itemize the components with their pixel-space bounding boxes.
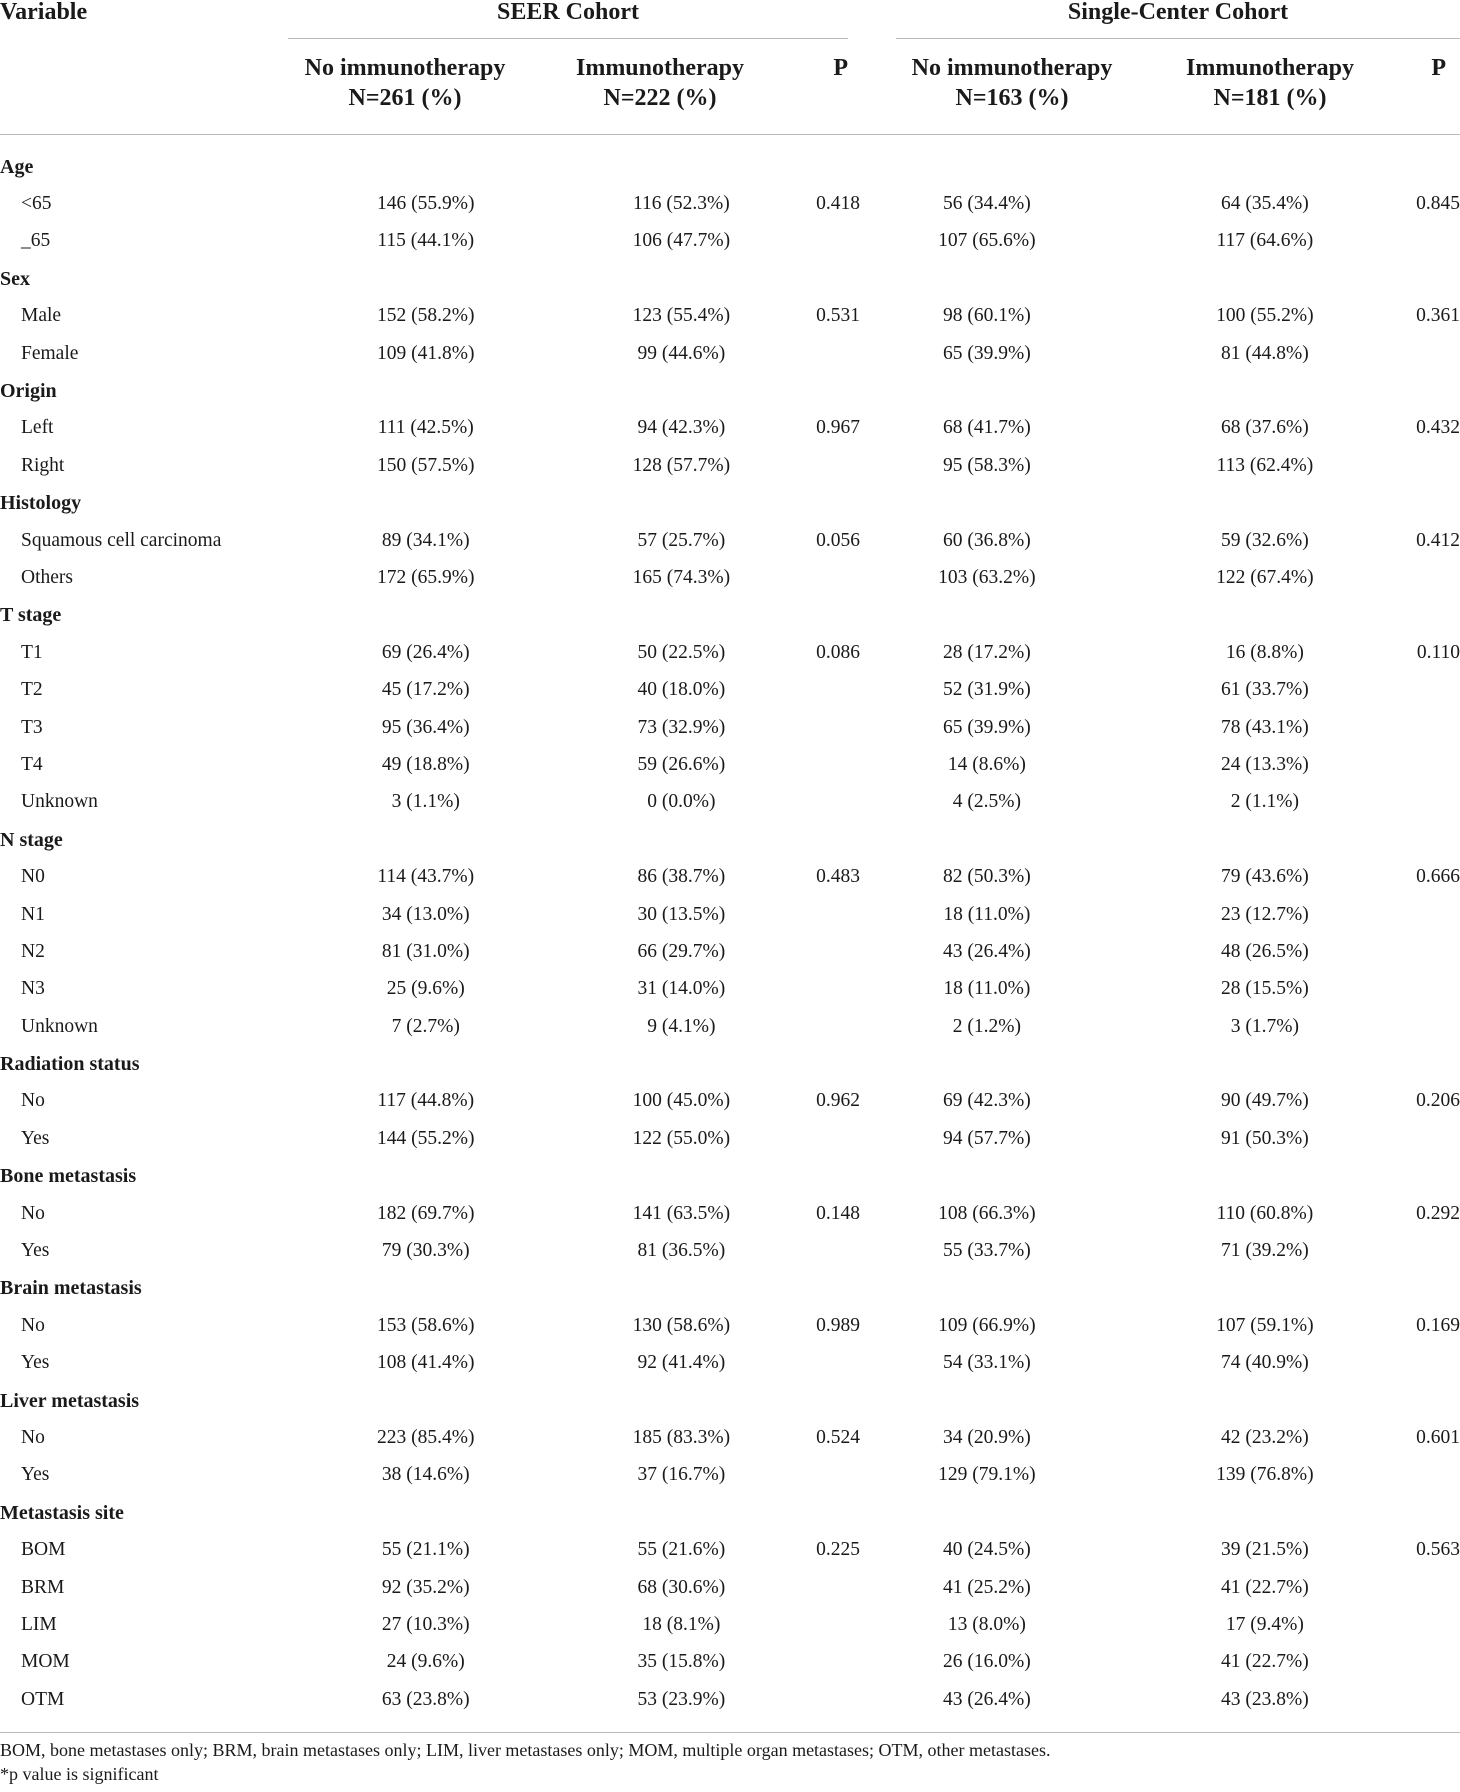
sc-no-immuno-cell: 13 (8.0%) bbox=[947, 1613, 1026, 1635]
sc-p-value bbox=[1416, 1120, 1460, 1157]
level-label: Yes bbox=[21, 1352, 50, 1374]
seer-no-immuno-cell: 24 (9.6%) bbox=[386, 1651, 465, 1673]
seer-immuno-cell: 0 (0.0%) bbox=[647, 791, 716, 813]
level-label: Others bbox=[21, 566, 73, 588]
sc-p-value: 0.292 bbox=[1416, 1202, 1460, 1224]
seer-no-immuno-cell: 95 (36.4%) bbox=[381, 716, 470, 738]
level-label: Unknown bbox=[21, 1015, 98, 1037]
table-row bbox=[0, 410, 1460, 447]
sc-p-value bbox=[1416, 1008, 1460, 1045]
sc-immuno-cell: 74 (40.9%) bbox=[1221, 1352, 1309, 1374]
sc-no-immuno-cell: 43 (26.4%) bbox=[942, 1688, 1031, 1710]
category-row bbox=[0, 260, 1460, 297]
level-label: <65 bbox=[21, 193, 52, 215]
sc-p-value: 0.666 bbox=[1416, 866, 1460, 888]
table-row bbox=[0, 671, 1460, 708]
sc-no-immuno-cell: 129 (79.1%) bbox=[938, 1464, 1036, 1486]
table-row bbox=[0, 971, 1460, 1008]
level-label: Right bbox=[21, 454, 65, 476]
sc-immuno-cell: 16 (8.8%) bbox=[1225, 641, 1304, 663]
sc-no-immuno-cell: 56 (34.4%) bbox=[942, 193, 1031, 215]
seer-p-value: 0.962 bbox=[816, 1090, 860, 1112]
sc-p-value bbox=[1416, 1457, 1460, 1494]
seer-immuno-cell: 30 (13.5%) bbox=[637, 903, 726, 925]
level-label: No bbox=[21, 1426, 45, 1448]
sc-immuno-cell: 110 (60.8%) bbox=[1216, 1202, 1314, 1224]
sc-p-value bbox=[1416, 1681, 1460, 1718]
table-row bbox=[0, 896, 1460, 933]
sc-no-immuno-cell: 18 (11.0%) bbox=[943, 978, 1031, 1000]
category-row bbox=[0, 1045, 1460, 1082]
category-label: Liver metastasis bbox=[0, 1389, 140, 1412]
seer-no-immuno-header-line2: N=261 (%) bbox=[348, 85, 462, 111]
seer-no-immuno-cell: 49 (18.8%) bbox=[381, 753, 470, 775]
seer-p-value: 0.225 bbox=[816, 1539, 860, 1561]
seer-immuno-cell: 128 (57.7%) bbox=[632, 454, 731, 476]
seer-no-immuno-cell: 172 (65.9%) bbox=[377, 566, 475, 588]
sc-p-value bbox=[1416, 971, 1460, 1008]
seer-p-value bbox=[816, 709, 860, 746]
table-row bbox=[0, 1457, 1460, 1494]
sc-p-value bbox=[1416, 1644, 1460, 1681]
seer-p-value: 0.086 bbox=[816, 641, 860, 663]
sc-no-immuno-cell: 94 (57.7%) bbox=[942, 1127, 1031, 1149]
seer-no-immuno-cell: 89 (34.1%) bbox=[381, 529, 470, 551]
seer-p-value: 0.483 bbox=[816, 866, 860, 888]
sc-immuno-cell: 2 (1.1%) bbox=[1230, 791, 1299, 813]
level-label: N0 bbox=[21, 866, 45, 888]
category-label: Age bbox=[0, 155, 34, 178]
table-row bbox=[0, 223, 1460, 260]
sc-immuno-cell: 100 (55.2%) bbox=[1216, 305, 1314, 327]
seer-p-value bbox=[816, 1606, 860, 1643]
seer-p-value bbox=[816, 1681, 860, 1718]
seer-header-rule bbox=[288, 38, 848, 39]
level-label: Yes bbox=[21, 1464, 50, 1486]
single-center-header-rule bbox=[896, 38, 1460, 39]
seer-immuno-cell: 18 (8.1%) bbox=[642, 1613, 721, 1635]
seer-no-immuno-cell: 55 (21.1%) bbox=[381, 1539, 470, 1561]
single-center-cohort-header: Single-Center Cohort bbox=[1067, 0, 1289, 25]
seer-no-immuno-cell: 45 (17.2%) bbox=[381, 679, 470, 701]
sc-immuno-cell: 64 (35.4%) bbox=[1221, 193, 1309, 215]
table-row bbox=[0, 1307, 1460, 1344]
seer-immuno-cell: 92 (41.4%) bbox=[637, 1352, 726, 1374]
seer-p-value: 0.056 bbox=[816, 529, 860, 551]
seer-p-header: P bbox=[833, 55, 848, 81]
sc-no-immuno-cell: 95 (58.3%) bbox=[942, 454, 1031, 476]
footer-rule bbox=[0, 1732, 1460, 1733]
table-row bbox=[0, 1569, 1460, 1606]
seer-p-value bbox=[816, 447, 860, 484]
seer-p-value: 0.524 bbox=[816, 1426, 860, 1448]
seer-no-immuno-cell: 81 (31.0%) bbox=[381, 940, 470, 962]
seer-p-value bbox=[816, 1345, 860, 1382]
seer-p-value bbox=[816, 1008, 860, 1045]
sc-p-value bbox=[1416, 335, 1460, 372]
category-row bbox=[0, 1494, 1460, 1531]
category-label: Metastasis site bbox=[0, 1501, 124, 1524]
sc-p-value: 0.361 bbox=[1416, 305, 1460, 327]
level-label: Male bbox=[21, 305, 62, 327]
seer-immuno-cell: 73 (32.9%) bbox=[637, 716, 726, 738]
seer-p-value bbox=[816, 335, 860, 372]
seer-no-immuno-cell: 144 (55.2%) bbox=[377, 1127, 475, 1149]
category-row bbox=[0, 1158, 1460, 1195]
category-row bbox=[0, 485, 1460, 522]
sc-no-immuno-cell: 65 (39.9%) bbox=[942, 716, 1031, 738]
seer-no-immuno-cell: 109 (41.8%) bbox=[377, 342, 475, 364]
sc-immuno-cell: 43 (23.8%) bbox=[1221, 1688, 1309, 1710]
seer-immuno-cell: 53 (23.9%) bbox=[637, 1688, 726, 1710]
category-row bbox=[0, 1382, 1460, 1419]
sc-immuno-cell: 3 (1.7%) bbox=[1230, 1015, 1299, 1037]
level-label: MOM bbox=[21, 1651, 70, 1673]
table-row bbox=[0, 1531, 1460, 1568]
level-label: BOM bbox=[21, 1539, 66, 1561]
table-body bbox=[0, 148, 1460, 1718]
level-label: Unknown bbox=[21, 791, 98, 813]
table-row bbox=[0, 784, 1460, 821]
category-label: Radiation status bbox=[0, 1053, 140, 1076]
sc-immuno-cell: 71 (39.2%) bbox=[1221, 1240, 1309, 1262]
seer-no-immuno-header-line1: No immunotherapy bbox=[304, 55, 506, 81]
sc-no-immuno-cell: 14 (8.6%) bbox=[947, 753, 1026, 775]
sc-no-immuno-cell: 40 (24.5%) bbox=[942, 1539, 1031, 1561]
seer-immuno-cell: 141 (63.5%) bbox=[632, 1202, 731, 1224]
table-row bbox=[0, 709, 1460, 746]
sc-p-value: 0.563 bbox=[1416, 1539, 1460, 1561]
sc-no-immuno-cell: 109 (66.9%) bbox=[938, 1314, 1036, 1336]
sc-no-immuno-cell: 54 (33.1%) bbox=[942, 1352, 1031, 1374]
seer-p-value bbox=[816, 746, 860, 783]
category-row bbox=[0, 597, 1460, 634]
abbreviation-footnote: BOM, bone metastases only; BRM, brain metastases only; LIM, liver metastases only; MOM, multiple organ metastases; OTM, other metastases. bbox=[0, 1740, 1051, 1760]
sc-p-header: P bbox=[1431, 55, 1446, 81]
seer-p-value bbox=[816, 1232, 860, 1269]
seer-no-immuno-cell: 79 (30.3%) bbox=[381, 1240, 470, 1262]
sc-immuno-cell: 113 (62.4%) bbox=[1216, 454, 1314, 476]
seer-immuno-cell: 165 (74.3%) bbox=[632, 566, 731, 588]
level-label: T4 bbox=[21, 753, 43, 775]
seer-no-immuno-cell: 150 (57.5%) bbox=[377, 454, 475, 476]
sc-no-immuno-cell: 69 (42.3%) bbox=[942, 1090, 1031, 1112]
sc-p-value bbox=[1416, 784, 1460, 821]
sc-immuno-cell: 41 (22.7%) bbox=[1221, 1651, 1309, 1673]
seer-p-value: 0.418 bbox=[816, 193, 860, 215]
level-label: No bbox=[21, 1202, 45, 1224]
sc-no-immuno-cell: 108 (66.3%) bbox=[938, 1202, 1036, 1224]
seer-p-value bbox=[816, 1644, 860, 1681]
sc-p-value bbox=[1416, 746, 1460, 783]
table-row bbox=[0, 1345, 1460, 1382]
table-row bbox=[0, 1232, 1460, 1269]
table-row bbox=[0, 1120, 1460, 1157]
table-row bbox=[0, 858, 1460, 895]
seer-immuno-cell: 106 (47.7%) bbox=[632, 230, 731, 252]
sc-immuno-cell: 68 (37.6%) bbox=[1221, 417, 1309, 439]
sc-immuno-cell: 39 (21.5%) bbox=[1221, 1539, 1309, 1561]
seer-no-immuno-cell: 182 (69.7%) bbox=[377, 1202, 475, 1224]
seer-immuno-cell: 123 (55.4%) bbox=[632, 305, 731, 327]
table-row bbox=[0, 1008, 1460, 1045]
seer-no-immuno-cell: 114 (43.7%) bbox=[377, 866, 475, 888]
seer-immuno-cell: 37 (16.7%) bbox=[637, 1464, 726, 1486]
seer-no-immuno-cell: 92 (35.2%) bbox=[381, 1576, 470, 1598]
seer-p-value bbox=[816, 896, 860, 933]
sc-immuno-cell: 81 (44.8%) bbox=[1221, 342, 1309, 364]
sc-p-value: 0.601 bbox=[1416, 1426, 1460, 1448]
sc-p-value bbox=[1416, 1345, 1460, 1382]
level-label: Squamous cell carcinoma bbox=[21, 529, 222, 551]
sc-no-immuno-cell: 28 (17.2%) bbox=[942, 641, 1031, 663]
seer-immuno-cell: 57 (25.7%) bbox=[637, 529, 726, 551]
seer-immuno-cell: 50 (22.5%) bbox=[637, 641, 726, 663]
sc-p-value bbox=[1416, 1606, 1460, 1643]
category-row bbox=[0, 821, 1460, 858]
seer-immuno-cell: 59 (26.6%) bbox=[637, 753, 726, 775]
level-label: T2 bbox=[21, 679, 43, 701]
sc-no-immuno-cell: 68 (41.7%) bbox=[942, 417, 1031, 439]
sc-immuno-cell: 122 (67.4%) bbox=[1216, 566, 1314, 588]
sc-no-immuno-cell: 41 (25.2%) bbox=[942, 1576, 1031, 1598]
sc-p-value bbox=[1416, 671, 1460, 708]
sc-immuno-header-line2: N=181 (%) bbox=[1213, 85, 1327, 111]
sc-immuno-cell: 24 (13.3%) bbox=[1221, 753, 1309, 775]
category-label: T stage bbox=[0, 604, 62, 627]
sc-no-immuno-cell: 55 (33.7%) bbox=[942, 1240, 1031, 1262]
level-label: T3 bbox=[21, 716, 43, 738]
level-label: Left bbox=[21, 417, 54, 439]
category-label: Brain metastasis bbox=[0, 1277, 142, 1300]
sc-no-immuno-header-line1: No immunotherapy bbox=[911, 55, 1113, 81]
header-bottom-rule bbox=[0, 134, 1460, 135]
sc-immuno-cell: 79 (43.6%) bbox=[1221, 866, 1309, 888]
sc-p-value bbox=[1416, 223, 1460, 260]
seer-p-value: 0.967 bbox=[816, 417, 860, 439]
sc-no-immuno-cell: 52 (31.9%) bbox=[942, 679, 1031, 701]
seer-immuno-cell: 130 (58.6%) bbox=[632, 1314, 731, 1336]
seer-immuno-cell: 9 (4.1%) bbox=[647, 1015, 716, 1037]
seer-p-value bbox=[816, 933, 860, 970]
sc-p-value bbox=[1416, 559, 1460, 596]
sc-immuno-cell: 28 (15.5%) bbox=[1221, 978, 1309, 1000]
seer-immuno-cell: 31 (14.0%) bbox=[637, 978, 726, 1000]
seer-p-value bbox=[816, 559, 860, 596]
sc-no-immuno-cell: 98 (60.1%) bbox=[942, 305, 1031, 327]
sc-no-immuno-cell: 82 (50.3%) bbox=[942, 866, 1031, 888]
seer-no-immuno-cell: 153 (58.6%) bbox=[377, 1314, 475, 1336]
seer-immuno-header bbox=[540, 53, 780, 113]
seer-p-value bbox=[816, 223, 860, 260]
sc-p-value bbox=[1416, 709, 1460, 746]
category-row bbox=[0, 148, 1460, 185]
seer-immuno-cell: 185 (83.3%) bbox=[632, 1426, 731, 1448]
category-label: Bone metastasis bbox=[0, 1165, 137, 1188]
seer-p-value bbox=[816, 1457, 860, 1494]
sc-no-immuno-cell: 60 (36.8%) bbox=[942, 529, 1031, 551]
table-row bbox=[0, 559, 1460, 596]
category-row bbox=[0, 1270, 1460, 1307]
level-label: N2 bbox=[21, 940, 45, 962]
sc-p-value: 0.412 bbox=[1416, 529, 1460, 551]
seer-immuno-cell: 55 (21.6%) bbox=[637, 1539, 726, 1561]
sc-no-immuno-cell: 43 (26.4%) bbox=[942, 940, 1031, 962]
sc-p-value: 0.845 bbox=[1416, 193, 1460, 215]
table-row bbox=[0, 746, 1460, 783]
variable-header: Variable bbox=[0, 0, 88, 25]
sc-no-immuno-header-line2: N=163 (%) bbox=[955, 85, 1069, 111]
sc-no-immuno-cell: 34 (20.9%) bbox=[942, 1426, 1031, 1448]
sc-immuno-cell: 23 (12.7%) bbox=[1221, 903, 1309, 925]
seer-p-value: 0.531 bbox=[816, 305, 860, 327]
sc-immuno-header-line1: Immunotherapy bbox=[1185, 55, 1354, 81]
seer-p-value bbox=[816, 971, 860, 1008]
table-row bbox=[0, 933, 1460, 970]
table-row bbox=[0, 1083, 1460, 1120]
seer-immuno-cell: 35 (15.8%) bbox=[637, 1651, 726, 1673]
category-row bbox=[0, 372, 1460, 409]
seer-no-immuno-cell: 223 (85.4%) bbox=[377, 1426, 475, 1448]
seer-immuno-cell: 122 (55.0%) bbox=[632, 1127, 731, 1149]
level-label: N3 bbox=[21, 978, 45, 1000]
seer-no-immuno-cell: 115 (44.1%) bbox=[377, 230, 475, 252]
table-row bbox=[0, 1681, 1460, 1718]
sc-immuno-header bbox=[1150, 53, 1390, 113]
sc-p-value bbox=[1416, 1232, 1460, 1269]
sc-no-immuno-cell: 4 (2.5%) bbox=[952, 791, 1021, 813]
sc-immuno-cell: 78 (43.1%) bbox=[1221, 716, 1309, 738]
sc-immuno-cell: 61 (33.7%) bbox=[1221, 679, 1309, 701]
seer-p-value bbox=[816, 1569, 860, 1606]
sc-p-value: 0.432 bbox=[1416, 417, 1460, 439]
sc-p-value bbox=[1416, 447, 1460, 484]
seer-p-value: 0.989 bbox=[816, 1314, 860, 1336]
level-label: No bbox=[21, 1314, 45, 1336]
seer-no-immuno-cell: 111 (42.5%) bbox=[377, 417, 474, 439]
category-label: Origin bbox=[0, 380, 57, 403]
level-label: LIM bbox=[21, 1613, 57, 1635]
table-row bbox=[0, 298, 1460, 335]
baseline-characteristics-table bbox=[0, 148, 1460, 1718]
seer-immuno-header-line1: Immunotherapy bbox=[575, 55, 744, 81]
level-label: _65 bbox=[21, 230, 51, 252]
sc-immuno-cell: 91 (50.3%) bbox=[1221, 1127, 1309, 1149]
seer-immuno-cell: 94 (42.3%) bbox=[637, 417, 726, 439]
sc-immuno-cell: 42 (23.2%) bbox=[1221, 1426, 1309, 1448]
seer-p-value bbox=[816, 784, 860, 821]
seer-immuno-cell: 68 (30.6%) bbox=[637, 1576, 726, 1598]
sc-immuno-cell: 48 (26.5%) bbox=[1221, 940, 1309, 962]
sc-immuno-cell: 59 (32.6%) bbox=[1221, 529, 1309, 551]
seer-no-immuno-cell: 34 (13.0%) bbox=[381, 903, 470, 925]
level-label: T1 bbox=[21, 641, 43, 663]
seer-no-immuno-cell: 27 (10.3%) bbox=[381, 1613, 470, 1635]
seer-no-immuno-cell: 7 (2.7%) bbox=[391, 1015, 460, 1037]
seer-immuno-cell: 99 (44.6%) bbox=[637, 342, 726, 364]
table-row bbox=[0, 335, 1460, 372]
table-row bbox=[0, 1419, 1460, 1456]
seer-no-immuno-cell: 117 (44.8%) bbox=[377, 1090, 475, 1112]
sc-no-immuno-cell: 107 (65.6%) bbox=[938, 230, 1036, 252]
level-label: OTM bbox=[21, 1688, 65, 1710]
sc-p-value: 0.169 bbox=[1416, 1314, 1460, 1336]
seer-no-immuno-cell: 69 (26.4%) bbox=[381, 641, 470, 663]
table-row bbox=[0, 1644, 1460, 1681]
sc-immuno-cell: 90 (49.7%) bbox=[1221, 1090, 1309, 1112]
seer-no-immuno-cell: 63 (23.8%) bbox=[381, 1688, 470, 1710]
seer-no-immuno-cell: 152 (58.2%) bbox=[377, 305, 475, 327]
sc-p-value bbox=[1416, 933, 1460, 970]
level-label: BRM bbox=[21, 1576, 65, 1598]
category-label: Histology bbox=[0, 492, 82, 515]
sc-immuno-cell: 117 (64.6%) bbox=[1216, 230, 1314, 252]
sc-no-immuno-header bbox=[880, 53, 1144, 113]
seer-no-immuno-cell: 146 (55.9%) bbox=[377, 193, 475, 215]
seer-no-immuno-header bbox=[270, 53, 540, 113]
seer-no-immuno-cell: 3 (1.1%) bbox=[391, 791, 460, 813]
sc-no-immuno-cell: 103 (63.2%) bbox=[938, 566, 1036, 588]
seer-cohort-header: SEER Cohort bbox=[496, 0, 640, 25]
seer-immuno-cell: 116 (52.3%) bbox=[633, 193, 730, 215]
table-row bbox=[0, 447, 1460, 484]
sc-no-immuno-cell: 65 (39.9%) bbox=[942, 342, 1031, 364]
level-label: No bbox=[21, 1090, 45, 1112]
seer-immuno-cell: 40 (18.0%) bbox=[637, 679, 726, 701]
seer-no-immuno-cell: 108 (41.4%) bbox=[377, 1352, 475, 1374]
sc-p-value bbox=[1416, 896, 1460, 933]
category-label: Sex bbox=[0, 267, 30, 290]
seer-immuno-cell: 66 (29.7%) bbox=[637, 940, 726, 962]
category-label: N stage bbox=[0, 828, 63, 851]
seer-immuno-header-line2: N=222 (%) bbox=[603, 85, 717, 111]
seer-immuno-cell: 100 (45.0%) bbox=[632, 1090, 731, 1112]
sc-no-immuno-cell: 26 (16.0%) bbox=[942, 1651, 1031, 1673]
sc-p-value bbox=[1416, 1569, 1460, 1606]
table-row bbox=[0, 634, 1460, 671]
sc-no-immuno-cell: 2 (1.2%) bbox=[952, 1015, 1021, 1037]
sc-immuno-cell: 107 (59.1%) bbox=[1216, 1314, 1314, 1336]
table-row bbox=[0, 522, 1460, 559]
sc-immuno-cell: 139 (76.8%) bbox=[1216, 1464, 1314, 1486]
sc-p-value: 0.206 bbox=[1416, 1090, 1460, 1112]
sc-p-value: 0.110 bbox=[1416, 641, 1460, 663]
seer-immuno-cell: 86 (38.7%) bbox=[637, 866, 726, 888]
table-row bbox=[0, 1606, 1460, 1643]
level-label: Female bbox=[21, 342, 79, 364]
sc-immuno-cell: 41 (22.7%) bbox=[1221, 1576, 1309, 1598]
level-label: Yes bbox=[21, 1127, 50, 1149]
seer-no-immuno-cell: 25 (9.6%) bbox=[386, 978, 465, 1000]
sc-immuno-cell: 17 (9.4%) bbox=[1225, 1613, 1304, 1635]
seer-p-value: 0.148 bbox=[816, 1202, 860, 1224]
seer-no-immuno-cell: 38 (14.6%) bbox=[381, 1464, 470, 1486]
table-row bbox=[0, 1195, 1460, 1232]
significance-footnote: *p value is significant bbox=[0, 1764, 159, 1784]
level-label: Yes bbox=[21, 1240, 50, 1262]
level-label: N1 bbox=[21, 903, 45, 925]
table-row bbox=[0, 185, 1460, 222]
seer-p-value bbox=[816, 1120, 860, 1157]
sc-no-immuno-cell: 18 (11.0%) bbox=[943, 903, 1031, 925]
seer-immuno-cell: 81 (36.5%) bbox=[637, 1240, 726, 1262]
seer-p-value bbox=[816, 671, 860, 708]
